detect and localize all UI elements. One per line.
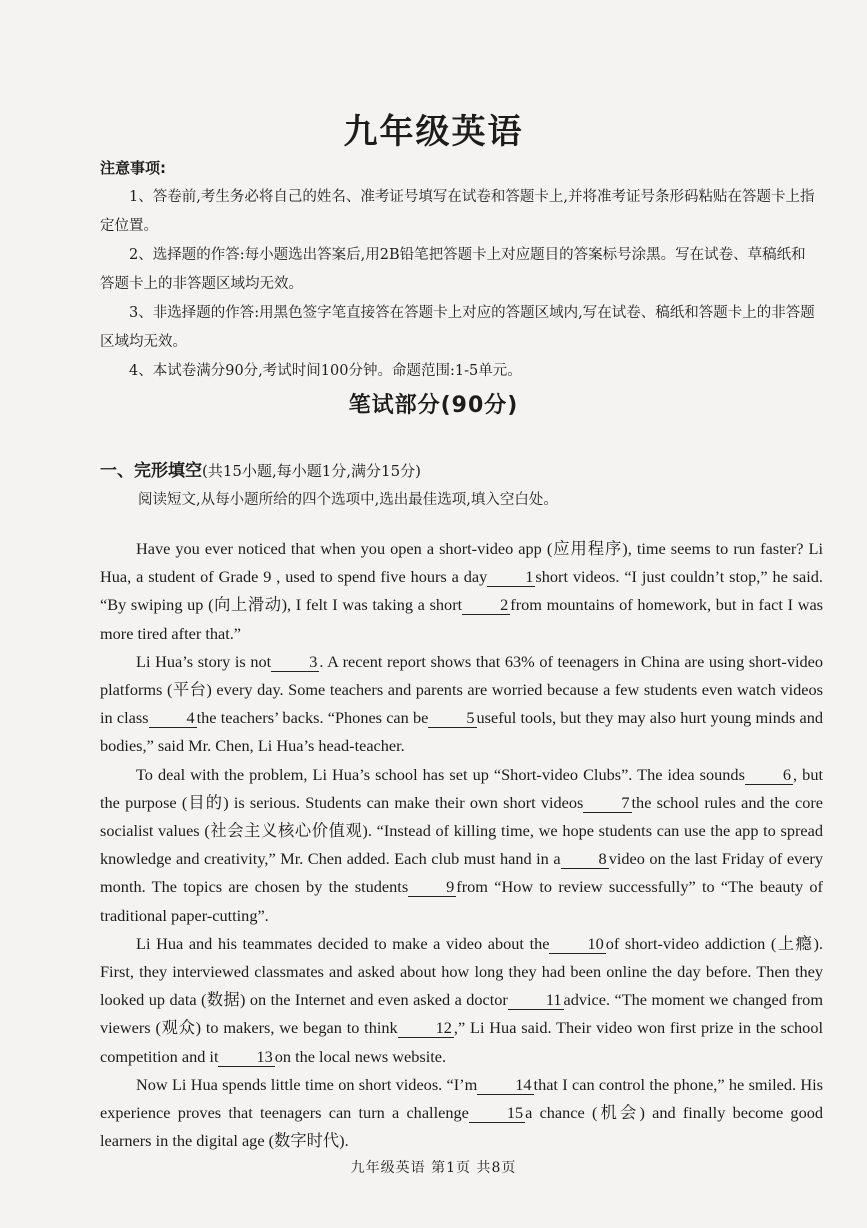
passage-text: of short-video addiction (上瘾). First, they interviewed classmates and asked about how long they had been online the day before. Then they looked up data (数据) on the Internet and even asked a doctor [100,933,823,1010]
paragraph-2 [100,648,823,761]
passage-text: video on the last Friday of every month. The topics are chosen by the students [100,849,823,897]
page-footer: 九年级英语 第1页 共8页 [350,1160,517,1176]
blank-10: 10 [549,935,605,954]
blank-11: 11 [508,991,564,1010]
notice-heading: 注意事项: [100,159,166,177]
paragraph-1 [100,535,823,648]
part-heading [100,456,815,481]
passage-text: that I can control the phone,” he smiled. His experience proves that teenagers can turn a challenge [100,1074,823,1123]
blank-7: 7 [583,794,631,813]
paragraph-3 [100,761,823,930]
part-instruction: 阅读短文,从每小题所给的四个选项中,选出最佳选项,填入空白处。 [138,492,558,508]
blank-3: 3 [271,653,319,672]
passage-text: . A recent report shows that 63% of teenagers in China are using short-video platforms (平台) every day. Some teachers and parents are worried because a few students even watch videos in class [100,651,823,728]
passage-text: Have you ever noticed that when you open a short-video app (应用程序), time seems to run faster? Li Hua, a student of Grade 9 , used to spend five hours a day [100,539,823,587]
passage-text: ,” Li Hua said. Their video won first prize in the school competition and it [100,1018,823,1066]
passage-text: advice. “The moment we changed from viewers (观众) to makers, we began to think [100,990,823,1038]
passage-text: short videos. “I just couldn’t stop,” he said. “By swiping up (向上滑动), I felt I was taking a short [100,567,823,615]
part-heading-title: 一、完形填空 [100,461,202,481]
blank-2: 2 [462,596,510,615]
blank-12: 12 [398,1019,454,1038]
passage-text: Li Hua and his teammates decided to make a video about the [136,933,550,953]
passage-text: a chance (机会) and finally become good learners in the digital age (数字时代). [100,1103,823,1151]
blank-14: 14 [477,1076,533,1095]
cloze-passage [100,535,823,1155]
part-heading-detail: (共15小题,每小题1分,满分15分) [202,462,421,480]
blank-4: 4 [149,709,197,728]
blank-6: 6 [745,766,793,785]
passage-text: , but the purpose (目的) is serious. Students can make their own short videos [100,764,823,812]
paragraph-4 [100,930,823,1071]
blank-15: 15 [469,1104,525,1123]
notice-item: 4、本试卷满分90分,考试时间100分钟。命题范围:1-5单元。 [129,363,522,379]
notice-item: 2、选择题的作答:每小题选出答案后,用2B铅笔把答题卡上对应题目的答案标号涂黑。写在试卷、草稿纸和答题卡上的非答题区域均无效。 [100,247,806,292]
blank-1: 1 [487,568,535,587]
page-title: 九年级英语 [343,112,524,152]
notice-item: 3、非选择题的作答:用黑色签字笔直接答在答题卡上对应的答题区域内,写在试卷、稿纸和答题卡上的非答题区域均无效。 [100,305,815,350]
passage-text: on the local news website. [274,1046,447,1066]
paragraph-5 [100,1071,823,1156]
passage-text: from “How to review successfully” to “The beauty of traditional paper-cutting”. [100,877,823,925]
passage-text: the teachers’ backs. “Phones can be [196,708,429,728]
notice-block [100,154,815,386]
blank-5: 5 [428,709,476,728]
section-title: 笔试部分(90分) [348,393,519,418]
passage-text: Li Hua’s story is not [136,651,272,671]
passage-text: Now Li Hua spends little time on short videos. “I’m [136,1074,478,1094]
passage-text: To deal with the problem, Li Hua’s school has set up “Short-video Clubs”. The idea sounds [136,764,745,784]
blank-8: 8 [561,850,609,869]
blank-13: 13 [218,1048,274,1067]
passage-text: from mountains of homework, but in fact I was more tired after that.” [100,595,824,643]
passage-text: useful tools, but they may also hurt young minds and bodies,” said Mr. Chen, Li Hua’s head-teacher. [100,708,823,756]
blank-9: 9 [408,878,456,897]
notice-item: 1、答卷前,考生务必将自己的姓名、准考证号填写在试卷和答题卡上,并将准考证号条形码粘贴在答题卡上指定位置。 [100,189,815,234]
passage-text: the school rules and the core socialist values (社会主义核心价值观). “Instead of killing time, we hope students can use the app to spread knowledge and creativity,” Mr. Chen added. Each club must hand in a [100,792,823,869]
